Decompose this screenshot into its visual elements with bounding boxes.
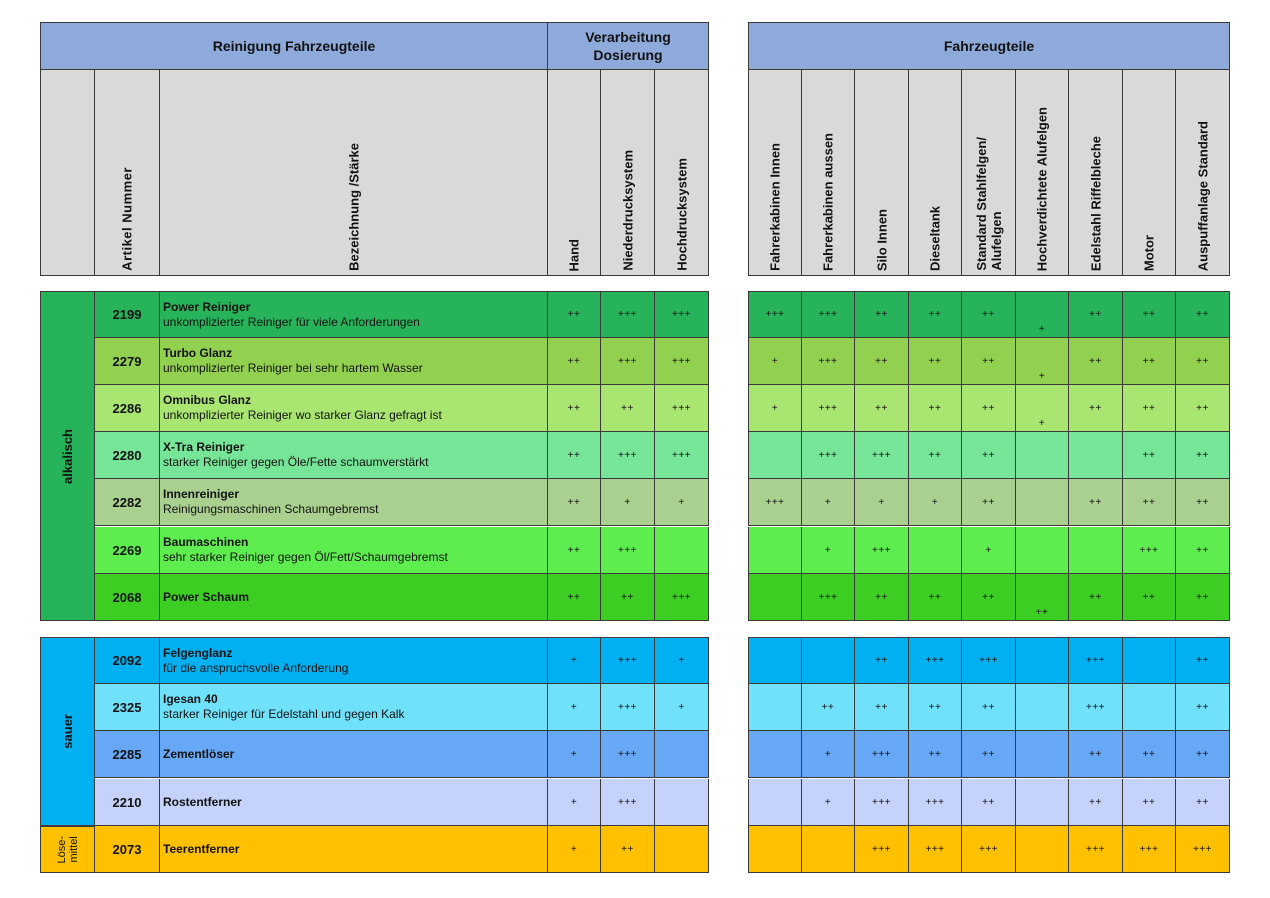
rating-part-9: ++ xyxy=(1176,479,1230,526)
rating-part-7: ++ xyxy=(1069,479,1123,526)
article-number: 2282 xyxy=(95,479,160,526)
rating-part-5: ++ xyxy=(962,338,1016,385)
rating-part-5: ++ xyxy=(962,779,1016,826)
rating-part-2 xyxy=(802,637,855,684)
product-description xyxy=(160,637,548,684)
rating-part-7 xyxy=(1069,432,1123,479)
product-strength: unkomplizierter Reiniger wo starker Glanz gefragt ist xyxy=(163,408,442,422)
rating-part-9: ++ xyxy=(1176,637,1230,684)
product-name: Turbo Glanz xyxy=(163,346,233,360)
product-strength: starker Reiniger für Edelstahl und gegen Kalk xyxy=(163,707,405,721)
product-description xyxy=(160,432,548,479)
rating-part-7: ++ xyxy=(1069,291,1123,338)
header-reinigung-fahrzeugteile: Reinigung Fahrzeugteile xyxy=(40,22,548,70)
rating-niederdruck: +++ xyxy=(601,684,655,731)
rating-part-8 xyxy=(1123,637,1176,684)
header-verarbeitung-dosierung: Verarbeitung Dosierung xyxy=(548,22,709,70)
rating-part-5: +++ xyxy=(962,826,1016,873)
header-col-label: Standard Stahlfelgen/ Alufelgen xyxy=(973,137,1004,271)
product-name: Teerentferner xyxy=(163,841,240,856)
article-number: 2285 xyxy=(95,731,160,778)
rating-hand: + xyxy=(548,731,601,778)
product-name: Omnibus Glanz xyxy=(163,393,252,407)
rating-part-7: +++ xyxy=(1069,637,1123,684)
group-label: Löse- mittel xyxy=(55,835,80,864)
rating-part-2: + xyxy=(802,527,855,574)
product-name: Felgenglanz xyxy=(163,645,233,660)
rating-part-5: ++ xyxy=(962,432,1016,479)
rating-part-9: ++ xyxy=(1176,731,1230,778)
group-label: alkalisch xyxy=(60,428,75,484)
rating-hochdruck: + xyxy=(655,637,709,684)
rating-part-2: ++ xyxy=(802,684,855,731)
rating-part-3: ++ xyxy=(855,385,909,432)
rating-hand: + xyxy=(548,637,601,684)
rating-part-5: ++ xyxy=(962,574,1016,621)
rating-part-8: ++ xyxy=(1123,779,1176,826)
product-strength: für die anspruchsvolle Anforderung xyxy=(163,660,349,675)
header-col-label: Dieseltank xyxy=(927,205,943,271)
rating-hand: + xyxy=(548,779,601,826)
right-parts-table xyxy=(748,0,1230,898)
header-col-label: Silo Innen xyxy=(874,208,889,271)
rating-part-3: ++ xyxy=(855,574,909,621)
rating-part-6: + xyxy=(1016,385,1069,432)
rating-part-4: +++ xyxy=(909,826,962,873)
header-col-label: Motor xyxy=(1141,234,1157,271)
article-number: 2325 xyxy=(95,684,160,731)
rating-part-1: +++ xyxy=(748,291,802,338)
rating-part-8: ++ xyxy=(1123,479,1176,526)
rating-part-9: ++ xyxy=(1176,527,1230,574)
rating-hochdruck xyxy=(655,731,709,778)
rating-part-7: ++ xyxy=(1069,574,1123,621)
product-strength: starker Reiniger gegen Öle/Fette schaumverstärkt xyxy=(163,455,429,469)
rating-part-4: ++ xyxy=(909,432,962,479)
product-description xyxy=(160,291,548,338)
rating-part-7 xyxy=(1069,527,1123,574)
header-fahrzeugteile: Fahrzeugteile xyxy=(748,22,1230,70)
rating-part-7: +++ xyxy=(1069,684,1123,731)
rating-part-1 xyxy=(748,637,802,684)
article-number: 2286 xyxy=(95,385,160,432)
header-niederdrucksystem: Niederdrucksystem xyxy=(601,70,655,276)
rating-part-3: ++ xyxy=(855,637,909,684)
rating-part-9: ++ xyxy=(1176,684,1230,731)
rating-part-5: ++ xyxy=(962,291,1016,338)
rating-part-4: ++ xyxy=(909,338,962,385)
rating-niederdruck: +++ xyxy=(601,779,655,826)
rating-part-4: ++ xyxy=(909,684,962,731)
left-product-table xyxy=(40,0,709,898)
rating-part-2: + xyxy=(802,479,855,526)
product-name: Baumaschinen xyxy=(163,535,249,549)
rating-part-2: +++ xyxy=(802,338,855,385)
rating-niederdruck: ++ xyxy=(601,574,655,621)
rating-part-5: ++ xyxy=(962,731,1016,778)
header-artikel-nummer: Artikel Nummer xyxy=(95,70,160,276)
rating-part-9: ++ xyxy=(1176,432,1230,479)
rating-part-8: +++ xyxy=(1123,527,1176,574)
rating-part-4 xyxy=(909,527,962,574)
rating-part-6 xyxy=(1016,637,1069,684)
rating-part-6 xyxy=(1016,779,1069,826)
rating-niederdruck: ++ xyxy=(601,385,655,432)
header-bezeichnung: Bezeichnung /Stärke xyxy=(160,70,548,276)
rating-part-1 xyxy=(748,574,802,621)
article-number: 2068 xyxy=(95,574,160,621)
rating-part-9: ++ xyxy=(1176,385,1230,432)
rating-part-4: +++ xyxy=(909,637,962,684)
rating-part-4: +++ xyxy=(909,779,962,826)
rating-hochdruck xyxy=(655,826,709,873)
rating-hochdruck xyxy=(655,527,709,574)
rating-hand: ++ xyxy=(548,385,601,432)
rating-hand: ++ xyxy=(548,574,601,621)
rating-part-8: ++ xyxy=(1123,338,1176,385)
product-description xyxy=(160,527,548,574)
product-strength: sehr starker Reiniger gegen Öl/Fett/Schaumgebremst xyxy=(163,550,448,564)
rating-hochdruck: + xyxy=(655,479,709,526)
rating-part-6 xyxy=(1016,432,1069,479)
rating-part-1 xyxy=(748,527,802,574)
rating-part-9: ++ xyxy=(1176,291,1230,338)
rating-part-1 xyxy=(748,432,802,479)
product-description xyxy=(160,338,548,385)
rating-part-8: ++ xyxy=(1123,731,1176,778)
article-number: 2279 xyxy=(95,338,160,385)
product-description xyxy=(160,684,548,731)
rating-part-7: ++ xyxy=(1069,779,1123,826)
rating-part-8: ++ xyxy=(1123,574,1176,621)
rating-part-1: +++ xyxy=(748,479,802,526)
product-name: Innenreiniger xyxy=(163,487,240,501)
rating-hochdruck: +++ xyxy=(655,432,709,479)
rating-part-6: + xyxy=(1016,291,1069,338)
rating-part-8 xyxy=(1123,684,1176,731)
rating-hochdruck: + xyxy=(655,684,709,731)
group-label: sauer xyxy=(60,714,75,749)
product-name: Power Schaum xyxy=(163,589,250,604)
rating-part-6 xyxy=(1016,479,1069,526)
rating-niederdruck: ++ xyxy=(601,826,655,873)
rating-part-3: ++ xyxy=(855,291,909,338)
rating-part-4: ++ xyxy=(909,291,962,338)
rating-part-8: +++ xyxy=(1123,826,1176,873)
article-number: 2199 xyxy=(95,291,160,338)
rating-part-3: ++ xyxy=(855,684,909,731)
header-col-label: Auspuffanlage Standard xyxy=(1195,120,1210,271)
rating-niederdruck: +++ xyxy=(601,637,655,684)
rating-niederdruck: +++ xyxy=(601,432,655,479)
rating-niederdruck: +++ xyxy=(601,731,655,778)
group-alkalisch xyxy=(40,291,95,621)
rating-part-1: + xyxy=(748,338,802,385)
rating-niederdruck: +++ xyxy=(601,291,655,338)
article-number: 2280 xyxy=(95,432,160,479)
rating-hochdruck: +++ xyxy=(655,291,709,338)
rating-part-9: ++ xyxy=(1176,574,1230,621)
rating-hochdruck: +++ xyxy=(655,574,709,621)
rating-part-1 xyxy=(748,731,802,778)
rating-part-6 xyxy=(1016,731,1069,778)
header-col-label: Fahrerkabinen Innen xyxy=(767,143,783,271)
header-col-label: Edelstahl Riffelbleche xyxy=(1088,135,1103,271)
rating-part-3: + xyxy=(855,479,909,526)
rating-part-8: ++ xyxy=(1123,432,1176,479)
rating-hochdruck xyxy=(655,779,709,826)
rating-part-4: ++ xyxy=(909,731,962,778)
rating-part-2 xyxy=(802,826,855,873)
rating-part-3: +++ xyxy=(855,527,909,574)
rating-niederdruck: +++ xyxy=(601,338,655,385)
rating-part-9: +++ xyxy=(1176,826,1230,873)
rating-part-3: ++ xyxy=(855,338,909,385)
product-description xyxy=(160,479,548,526)
rating-hand: ++ xyxy=(548,432,601,479)
rating-part-2: +++ xyxy=(802,432,855,479)
product-strength: unkomplizierter Reiniger für viele Anforderungen xyxy=(163,314,420,329)
rating-part-5: + xyxy=(962,527,1016,574)
product-description xyxy=(160,826,548,873)
article-number: 2092 xyxy=(95,637,160,684)
rating-part-2: +++ xyxy=(802,385,855,432)
product-name: Zementlöser xyxy=(163,746,235,761)
rating-hand: ++ xyxy=(548,479,601,526)
rating-part-6: ++ xyxy=(1016,574,1069,621)
product-strength: unkomplizierter Reiniger bei sehr hartem Wasser xyxy=(163,361,423,375)
rating-part-1 xyxy=(748,684,802,731)
rating-part-6 xyxy=(1016,684,1069,731)
rating-part-3: +++ xyxy=(855,731,909,778)
article-number: 2269 xyxy=(95,527,160,574)
rating-part-3: +++ xyxy=(855,779,909,826)
rating-hochdruck: +++ xyxy=(655,385,709,432)
rating-part-8: ++ xyxy=(1123,385,1176,432)
product-name: Igesan 40 xyxy=(163,692,218,706)
rating-niederdruck: +++ xyxy=(601,527,655,574)
rating-part-1 xyxy=(748,826,802,873)
product-name: Power Reiniger xyxy=(163,299,251,314)
rating-part-6 xyxy=(1016,527,1069,574)
rating-part-3: +++ xyxy=(855,432,909,479)
rating-part-7: ++ xyxy=(1069,731,1123,778)
rating-part-8: ++ xyxy=(1123,291,1176,338)
product-description xyxy=(160,574,548,621)
rating-part-7: ++ xyxy=(1069,385,1123,432)
rating-part-7: ++ xyxy=(1069,338,1123,385)
rating-niederdruck: + xyxy=(601,479,655,526)
rating-part-4: + xyxy=(909,479,962,526)
header-col-label: Fahrerkabinen aussen xyxy=(820,133,836,271)
rating-part-6: + xyxy=(1016,338,1069,385)
rating-hand: ++ xyxy=(548,291,601,338)
product-description xyxy=(160,731,548,778)
header-hand: Hand xyxy=(548,70,601,276)
rating-hand: + xyxy=(548,684,601,731)
rating-part-9: ++ xyxy=(1176,779,1230,826)
rating-part-2: + xyxy=(802,731,855,778)
article-number: 2210 xyxy=(95,779,160,826)
product-name: X-Tra Reiniger xyxy=(163,440,245,454)
group-sauer xyxy=(40,637,95,826)
rating-hochdruck: +++ xyxy=(655,338,709,385)
group-loesemittel xyxy=(40,826,95,873)
product-strength: Reinigungsmaschinen Schaumgebremst xyxy=(163,502,379,516)
rating-hand: + xyxy=(548,826,601,873)
rating-part-1: + xyxy=(748,385,802,432)
article-number: 2073 xyxy=(95,826,160,873)
rating-part-7: +++ xyxy=(1069,826,1123,873)
product-description xyxy=(160,779,548,826)
rating-part-5: ++ xyxy=(962,684,1016,731)
rating-part-9: ++ xyxy=(1176,338,1230,385)
rating-hand: ++ xyxy=(548,527,601,574)
rating-part-2: +++ xyxy=(802,291,855,338)
product-name: Rostentferner xyxy=(163,794,242,809)
rating-part-2: + xyxy=(802,779,855,826)
header-hochdrucksystem: Hochdrucksystem xyxy=(655,70,709,276)
rating-part-5: ++ xyxy=(962,479,1016,526)
rating-part-2: +++ xyxy=(802,574,855,621)
rating-part-5: +++ xyxy=(962,637,1016,684)
rating-hand: ++ xyxy=(548,338,601,385)
rating-part-4: ++ xyxy=(909,574,962,621)
rating-part-3: +++ xyxy=(855,826,909,873)
rating-part-6 xyxy=(1016,826,1069,873)
header-col-label: Hochverdichtete Alufelgen xyxy=(1034,106,1050,271)
rating-part-1 xyxy=(748,779,802,826)
product-description xyxy=(160,385,548,432)
rating-part-5: ++ xyxy=(962,385,1016,432)
rating-part-4: ++ xyxy=(909,385,962,432)
